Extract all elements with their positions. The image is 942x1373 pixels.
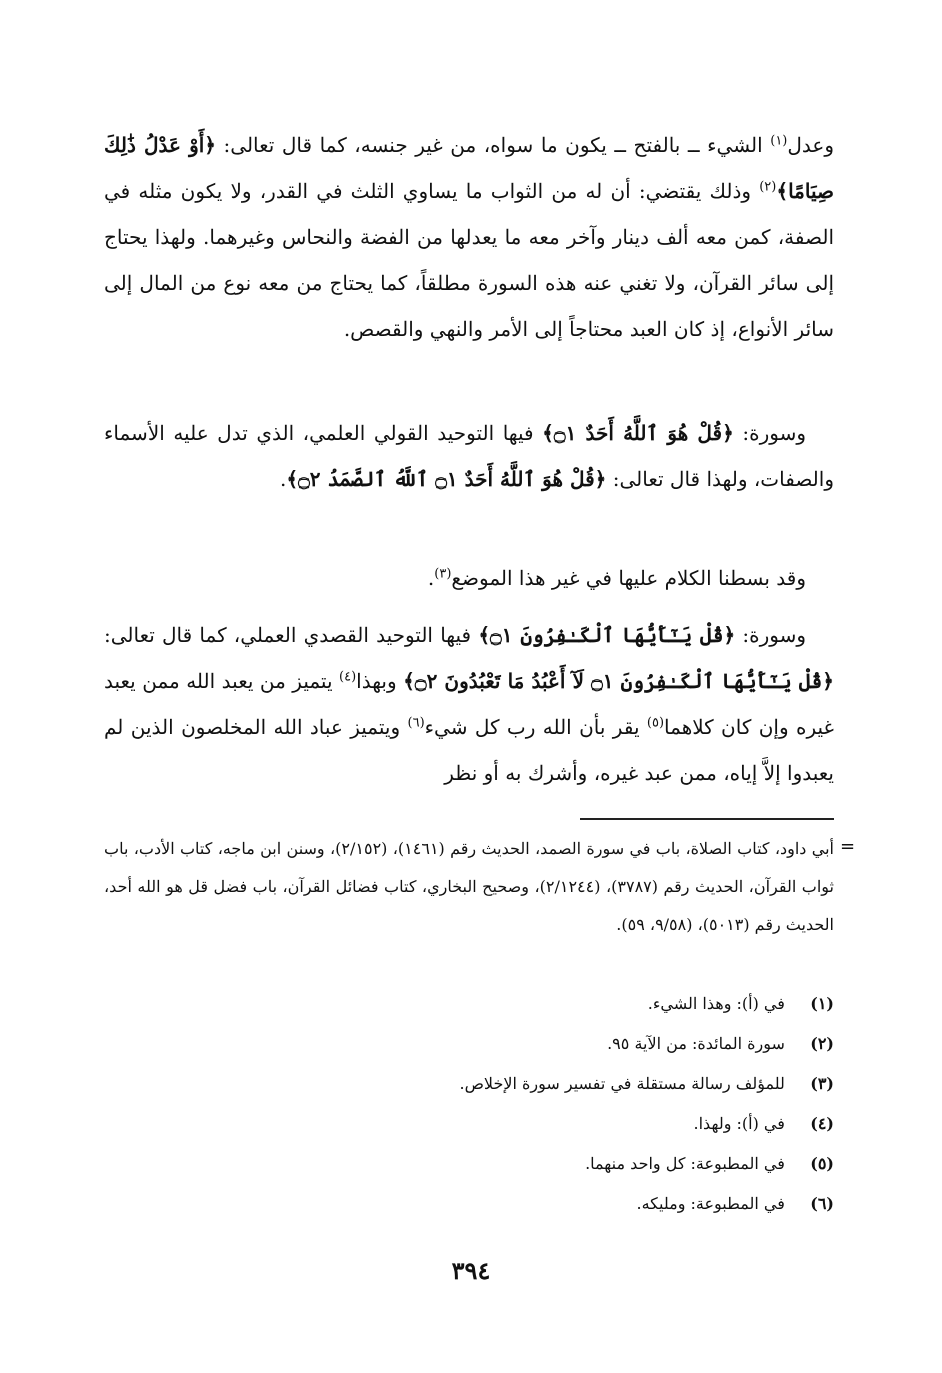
text-segment: وعدل xyxy=(787,133,834,157)
quran-verse: ﴿قُلْ هُوَ ٱللَّهُ أَحَدٌ ۝١ ٱللَّهُ ٱلصَّمَدُ ۝٢﴾ xyxy=(286,467,607,491)
quran-verse: ﴿قُلْ هُوَ ٱللَّهُ أَحَدٌ ۝١﴾ xyxy=(542,421,734,445)
text-segment: وسورة: xyxy=(733,421,806,445)
body-paragraph-2 xyxy=(104,410,834,502)
text-segment: وقد بسطنا الكلام عليها في غير هذا الموضع xyxy=(451,566,806,590)
footnote-number: (١) xyxy=(810,994,834,1013)
footnote-text: للمؤلف رسالة مستقلة في تفسير سورة الإخلاص. xyxy=(459,1074,785,1093)
text-segment: الشيء ــ بالفتح ــ يكون ما سواه، من غير جنسه، كما قال تعالى: xyxy=(216,133,771,157)
text-segment: ويتميز عباد الله المخلصون الذين لم يعبدوا إلاَّ إياه، ممن عبد غيره، وأشرك به أو نظر xyxy=(104,715,834,785)
text-segment: فيها التوحيد القولي العلمي، الذي تدل عليه الأسماء والصفات، ولهذا قال تعالى: xyxy=(104,421,834,491)
text-segment: يتميز من يعبد الله ممن يعبد غيره وإن كان كلاهما xyxy=(104,669,834,739)
footnote-item xyxy=(104,984,834,1024)
text-segment: وذلك يقتضي: أن له من الثواب ما يساوي الثلث في القدر، ولا يكون مثله في الصفة، كمن معه ألف دينار وآخر معه ما يعدلها من الفضة والنحاس وغيرهما. ولهذا يحتاج إلى سائر القرآن، ولا تغني عنه هذه السورة مطلقاً، كما يحتاج من معه نوع من المال إلى سائر الأنواع، إذ كان العبد محتاجاً إلى الأمر والنهي والقصص. xyxy=(104,179,834,341)
body-paragraph-3 xyxy=(104,555,834,601)
footnote-item xyxy=(104,1184,834,1224)
quran-verse: ﴿قُلْ يَـٰٓأَيُّهَا ٱلْكَـٰفِرُونَ ۝١ لَآ أَعْبُدُ مَا تَعْبُدُونَ ۝٢﴾ xyxy=(403,669,834,693)
footnote-number: (٤) xyxy=(810,1114,834,1133)
footnote-ref-6: (٦) xyxy=(407,715,425,731)
footnote-text: سورة المائدة: من الآية ٩٥. xyxy=(607,1034,785,1053)
footnote-number: (٦) xyxy=(810,1194,834,1213)
page-number: ٣٩٤ xyxy=(451,1256,491,1285)
footnote-item xyxy=(104,1144,834,1184)
footnote-item xyxy=(104,1024,834,1064)
footnote-number: (٣) xyxy=(810,1074,834,1093)
text-segment: وسورة: xyxy=(735,623,807,647)
text-segment: يقر بأن الله رب كل شيء xyxy=(424,715,647,739)
footnote-continuation-mark: = xyxy=(840,836,856,857)
footnote-continued: أبي داود، كتاب الصلاة، باب في سورة الصمد، الحديث رقم (١٤٦١)، (٢/١٥٢)، وسنن ابن ماجه، كتاب الأدب، باب ثواب القرآن، الحديث رقم (٣٧٨٧)، (٢/١٢٤٤)، وصحيح البخاري، كتاب فضائل القرآن، باب فضل قل هو الله أحد، الحديث رقم (٥٠١٣)، (٩/٥٨، ٥٩). xyxy=(104,839,834,934)
body-paragraph-1 xyxy=(104,122,834,352)
body-paragraph-4 xyxy=(104,612,834,796)
footnote-ref-4: (٤) xyxy=(339,669,357,685)
footnote-item xyxy=(104,1104,834,1144)
footnote-number: (٢) xyxy=(810,1034,834,1053)
footnote-text: في (أ): وهذا الشيء. xyxy=(647,994,785,1013)
footnote-text: في المطبوعة: ومليكه. xyxy=(636,1194,785,1213)
footnote-list xyxy=(104,984,834,1224)
footnote-ref-5: (٥) xyxy=(646,715,665,731)
footnote-ref-2: (٢) xyxy=(759,179,777,195)
footnote-text: في المطبوعة: كل واحد منهما. xyxy=(585,1154,785,1173)
footnote-ref-3: (٣) xyxy=(434,566,452,582)
footnote-item xyxy=(104,1064,834,1104)
text-segment: وبهذا xyxy=(356,669,404,693)
text-segment: . xyxy=(427,566,435,590)
quran-verse: ﴿قُلْ يَـٰٓأَيُّهَا ٱلْكَـٰفِرُونَ ۝١﴾ xyxy=(478,623,736,647)
footnote-ref-1: (١) xyxy=(770,133,788,149)
text-segment: فيها التوحيد القصدي العملي، كما قال تعالى: xyxy=(104,623,479,647)
footnote-separator xyxy=(580,818,834,820)
footnote-number: (٥) xyxy=(810,1154,834,1173)
footnote-text: في (أ): ولهذا. xyxy=(693,1114,785,1133)
quran-verse: ﴿أَوْ عَدْلُ ذَٰلِكَ صِيَامًا﴾ xyxy=(104,133,834,203)
text-segment: . xyxy=(280,467,287,491)
